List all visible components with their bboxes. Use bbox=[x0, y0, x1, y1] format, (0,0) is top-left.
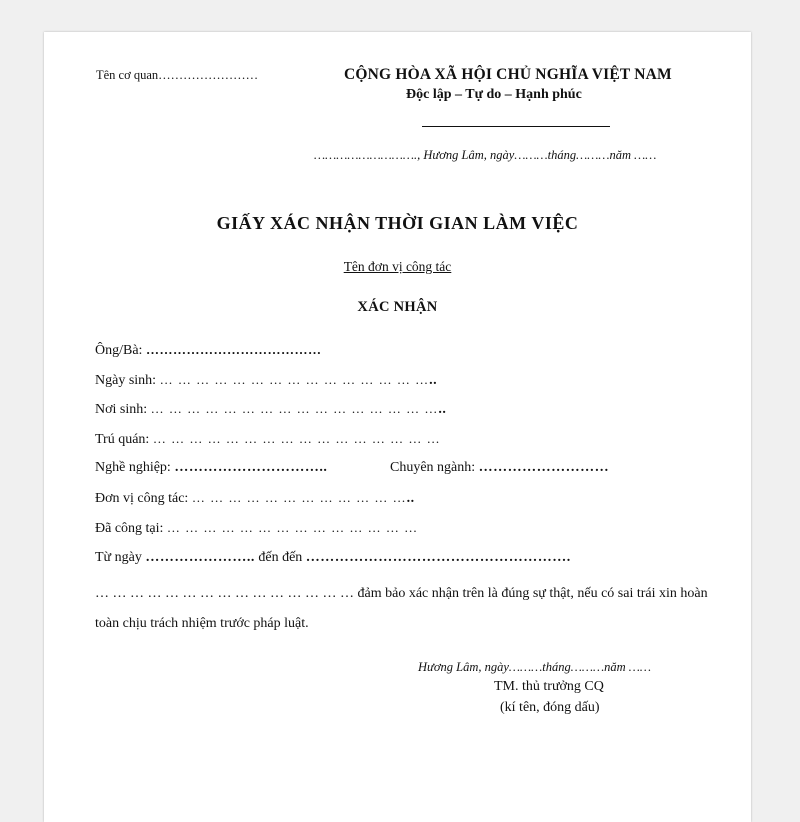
signature-date-line: Hương Lâm, ngày………tháng………năm …… bbox=[418, 660, 651, 674]
header-divider bbox=[422, 126, 610, 127]
field-occupation bbox=[95, 460, 327, 476]
from-fill: ………………….. bbox=[145, 550, 255, 565]
certification-paragraph: … … … … … … … … … … … … … … … đảm bảo xác nhận trên là đúng sự thật, nếu có sai trái xin hoàn toàn chịu trách nhiệm trước pháp luật. bbox=[95, 586, 708, 631]
residence-label: Trú quán: bbox=[95, 432, 153, 447]
dob-fill: … … … … … … … … … … … … … … … bbox=[159, 372, 430, 387]
to-fill: ………………………………………………. bbox=[305, 550, 571, 565]
work-unit-heading bbox=[44, 259, 751, 275]
agency-name: Tên cơ quan…………………… bbox=[96, 68, 259, 82]
worked-at-fill: … … … … … … … … … … … … … … bbox=[166, 520, 419, 535]
field-major bbox=[390, 460, 609, 476]
name-label: Ông/Bà: bbox=[95, 343, 146, 358]
field-name bbox=[95, 342, 321, 359]
work-unit-fill: … … … … … … … … … … … … bbox=[191, 490, 407, 505]
field-worked-at bbox=[95, 520, 418, 537]
field-pob bbox=[95, 401, 446, 418]
place-date-line: ………………………., Hương Lâm, ngày………tháng………năm …… bbox=[314, 148, 657, 162]
dob-fill-tail: .. bbox=[429, 373, 438, 388]
occupation-fill: ………………………….. bbox=[174, 460, 328, 475]
work-unit-label: Tên đơn vị công tác bbox=[343, 259, 452, 274]
field-period bbox=[95, 550, 571, 566]
to-label: đến đến bbox=[254, 550, 306, 565]
major-label: Chuyên ngành: bbox=[390, 460, 479, 475]
work-unit-fill-tail: .. bbox=[406, 491, 415, 506]
work-unit-field-label: Đơn vị công tác: bbox=[95, 491, 192, 506]
occupation-label: Nghề nghiệp: bbox=[95, 460, 175, 475]
document-title: GIẤY XÁC NHẬN THỜI GIAN LÀM VIỆC bbox=[216, 213, 579, 233]
dob-label: Ngày sinh: bbox=[95, 373, 160, 388]
worked-at-label: Đã công tại: bbox=[95, 521, 167, 536]
pob-fill-tail: .. bbox=[438, 402, 447, 417]
national-title: CỘNG HÒA XÃ HỘI CHỦ NGHĨA VIỆT NAM bbox=[344, 66, 672, 83]
name-fill: ………………………………… bbox=[145, 342, 322, 357]
signer-title: TM. thủ trưởng CQ bbox=[494, 679, 604, 694]
field-residence bbox=[95, 431, 441, 448]
major-fill: ……………………… bbox=[478, 460, 610, 475]
field-work-unit bbox=[95, 490, 415, 507]
from-label: Từ ngày bbox=[95, 550, 146, 565]
pob-fill: … … … … … … … … … … … … … … … … bbox=[150, 401, 439, 416]
confirm-heading: XÁC NHẬN bbox=[357, 299, 438, 315]
document-page bbox=[44, 32, 751, 822]
residence-fill: … … … … … … … … … … … … … … … … bbox=[152, 431, 441, 446]
national-motto: Độc lập – Tự do – Hạnh phúc bbox=[406, 87, 582, 102]
pob-label: Nơi sinh: bbox=[95, 402, 151, 417]
field-dob bbox=[95, 372, 437, 389]
signature-note: (kí tên, đóng dấu) bbox=[500, 700, 600, 715]
